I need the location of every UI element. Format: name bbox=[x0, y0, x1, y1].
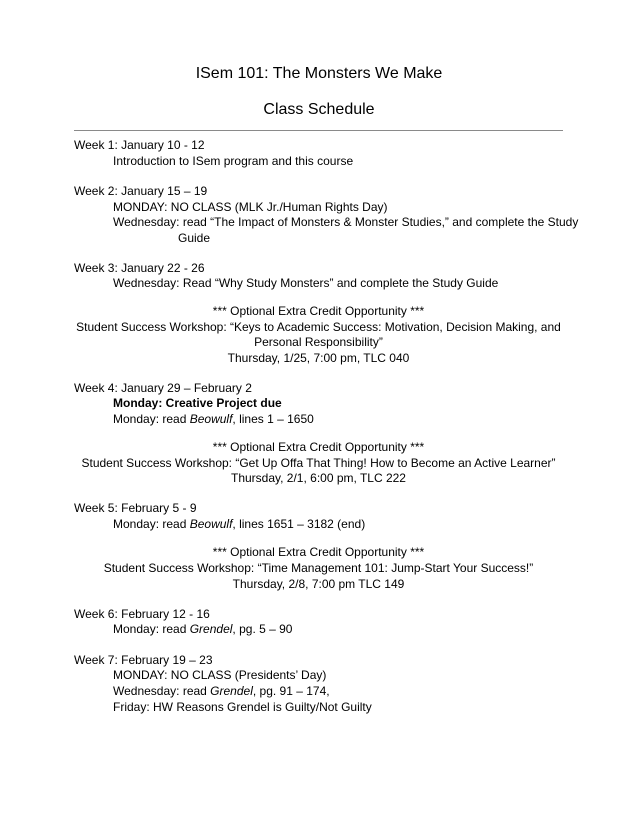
week-1-item: Introduction to ISem program and this course bbox=[113, 154, 354, 168]
reading-prefix: Monday: read bbox=[113, 622, 190, 636]
workshop-title: Student Success Workshop: “Time Management 101: Jump-Start Your Success!” bbox=[103, 561, 534, 575]
reading-book-title: Grendel bbox=[189, 622, 233, 636]
reading-range: , lines 1 – 1650 bbox=[232, 412, 314, 426]
week-2-item: MONDAY: NO CLASS (MLK Jr./Human Rights Day) bbox=[113, 200, 388, 214]
extra-credit-banner: *** Optional Extra Credit Opportunity *** bbox=[212, 545, 425, 559]
workshop-time: Thursday, 1/25, 7:00 pm, TLC 040 bbox=[227, 351, 410, 365]
schedule-title: Class Schedule bbox=[263, 101, 375, 118]
extra-credit-banner: *** Optional Extra Credit Opportunity *** bbox=[212, 304, 425, 318]
week-3-item: Wednesday: Read “Why Study Monsters” and complete the Study Guide bbox=[113, 276, 499, 290]
week-6-item bbox=[113, 621, 292, 637]
week-2-item-continued: Guide bbox=[178, 231, 211, 245]
workshop-title: Student Success Workshop: “Get Up Offa That Thing! How to Become an Active Learner” bbox=[81, 456, 556, 470]
week-1-heading: Week 1: January 10 - 12 bbox=[74, 138, 205, 152]
workshop-time: Thursday, 2/1, 6:00 pm, TLC 222 bbox=[231, 471, 406, 485]
workshop-title: Student Success Workshop: “Keys to Academic Success: Motivation, Decision Making, and bbox=[76, 320, 561, 334]
week-7-item: MONDAY: NO CLASS (Presidents’ Day) bbox=[113, 668, 327, 682]
week-5-heading: Week 5: February 5 - 9 bbox=[74, 501, 197, 515]
week-2-heading: Week 2: January 15 – 19 bbox=[74, 184, 208, 198]
course-title: ISem 101: The Monsters We Make bbox=[195, 65, 443, 82]
week-6-heading: Week 6: February 12 - 16 bbox=[74, 607, 210, 621]
reading-range: , lines 1651 – 3182 (end) bbox=[232, 517, 366, 531]
week-4-due-item: Monday: Creative Project due bbox=[113, 396, 282, 410]
week-7-item bbox=[113, 683, 330, 699]
reading-range: , pg. 91 – 174, bbox=[252, 684, 330, 698]
week-5-item bbox=[113, 516, 365, 532]
reading-book-title: Beowulf bbox=[189, 517, 233, 531]
week-4-item bbox=[113, 411, 314, 427]
title-divider bbox=[74, 130, 563, 131]
week-3-heading: Week 3: January 22 - 26 bbox=[74, 261, 205, 275]
reading-range: , pg. 5 – 90 bbox=[232, 622, 293, 636]
week-4-heading: Week 4: January 29 – February 2 bbox=[74, 381, 252, 395]
reading-book-title: Beowulf bbox=[189, 412, 233, 426]
reading-book-title: Grendel bbox=[210, 684, 253, 698]
week-7-heading: Week 7: February 19 – 23 bbox=[74, 653, 213, 667]
extra-credit-banner: *** Optional Extra Credit Opportunity *** bbox=[212, 440, 425, 454]
reading-prefix: Monday: read bbox=[113, 412, 190, 426]
workshop-time: Thursday, 2/8, 7:00 pm TLC 149 bbox=[232, 577, 405, 591]
reading-prefix: Wednesday: read bbox=[113, 684, 211, 698]
workshop-title-continued: Personal Responsibility” bbox=[254, 335, 383, 349]
week-7-item: Friday: HW Reasons Grendel is Guilty/Not Guilty bbox=[113, 700, 372, 714]
reading-prefix: Monday: read bbox=[113, 517, 190, 531]
week-2-item: Wednesday: read “The Impact of Monsters & Monster Studies,” and complete the Study bbox=[113, 215, 579, 229]
